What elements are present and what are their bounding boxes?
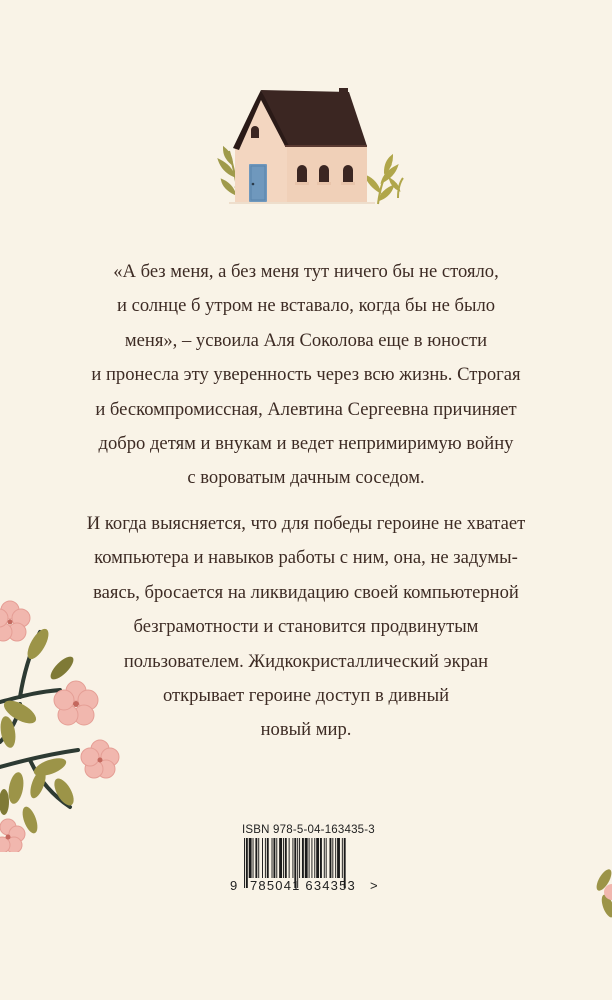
text-line: и пронесла эту уверенность через всю жизнь. Строгая	[91, 364, 521, 386]
barcode-bar	[276, 838, 277, 878]
barcode-bar	[314, 838, 315, 878]
barcode-bar	[326, 838, 327, 878]
barcode-bar	[253, 838, 254, 878]
barcode-bar	[246, 838, 248, 888]
flowering-branch-icon	[0, 592, 130, 852]
barcode-bar	[330, 838, 332, 878]
barcode-bar	[289, 838, 290, 878]
barcode-bar	[332, 838, 333, 878]
barcode-bar	[267, 838, 269, 878]
barcode-bar	[262, 838, 263, 878]
barcode-bar	[255, 838, 257, 878]
barcode-bar	[324, 838, 325, 878]
text-line: новый мир.	[260, 719, 352, 741]
barcode-digit-lead: 9	[230, 878, 238, 893]
barcode-bar	[283, 838, 284, 878]
barcode-quiet-zone-mark: >	[370, 878, 378, 893]
text-line: с вороватым дачным соседом.	[187, 467, 425, 489]
barcode-bar	[302, 838, 304, 878]
barcode-bar	[309, 838, 310, 878]
barcode-bar	[272, 838, 273, 878]
barcode-bar	[299, 838, 300, 878]
plant-right-icon	[366, 156, 403, 204]
text-line: меня», – усвоила Аля Соколова еще в юности	[124, 329, 488, 351]
text-line: и бескомпромиссная, Алевтина Сергеевна причиняет	[95, 398, 517, 420]
barcode-bar	[273, 838, 275, 878]
barcode-bar	[285, 838, 287, 878]
barcode-digits-body: 785041 634353	[250, 878, 356, 893]
barcode-bar	[316, 838, 319, 878]
isbn-label: ISBN 978-5-04-163435-3	[242, 824, 375, 836]
barcode-bar	[249, 838, 252, 878]
barcode-bar	[244, 838, 245, 888]
barcode-bar	[335, 838, 336, 878]
text-line: и солнце б утром не вставало, когда бы не было	[116, 295, 496, 317]
barcode-bar	[258, 838, 259, 878]
barcode-bar	[265, 838, 266, 878]
text-line: добро детям и внукам и ведет непримиримую войну	[98, 433, 514, 455]
house-icon	[215, 86, 405, 208]
barcode-bar	[305, 838, 308, 878]
text-line: ваясь, бросается на ликвидацию своей компьютерной	[93, 581, 519, 603]
text-line: И когда выясняется, что для победы героине не хватает	[86, 513, 526, 534]
barcode-bar	[292, 838, 293, 878]
text-line: компьютера и навыков работы с ним, она, не задумы-	[94, 547, 518, 569]
text-line: безграмотности и становится продвинутым	[133, 616, 479, 638]
barcode-bar	[337, 838, 340, 878]
text-line: «А без меня, а без меня тут ничего бы не стояло,	[113, 261, 499, 282]
barcode-bar	[279, 838, 282, 878]
annotation-paragraph-1	[30, 255, 582, 496]
text-line: пользователем. Жидкокристаллический экран	[123, 650, 489, 672]
barcode-bar	[342, 838, 343, 878]
barcode-bar	[311, 838, 312, 878]
flowering-branch-icon	[588, 862, 612, 922]
text-line: открывает героине доступ в дивный	[162, 685, 450, 707]
barcode-bar	[320, 838, 322, 878]
